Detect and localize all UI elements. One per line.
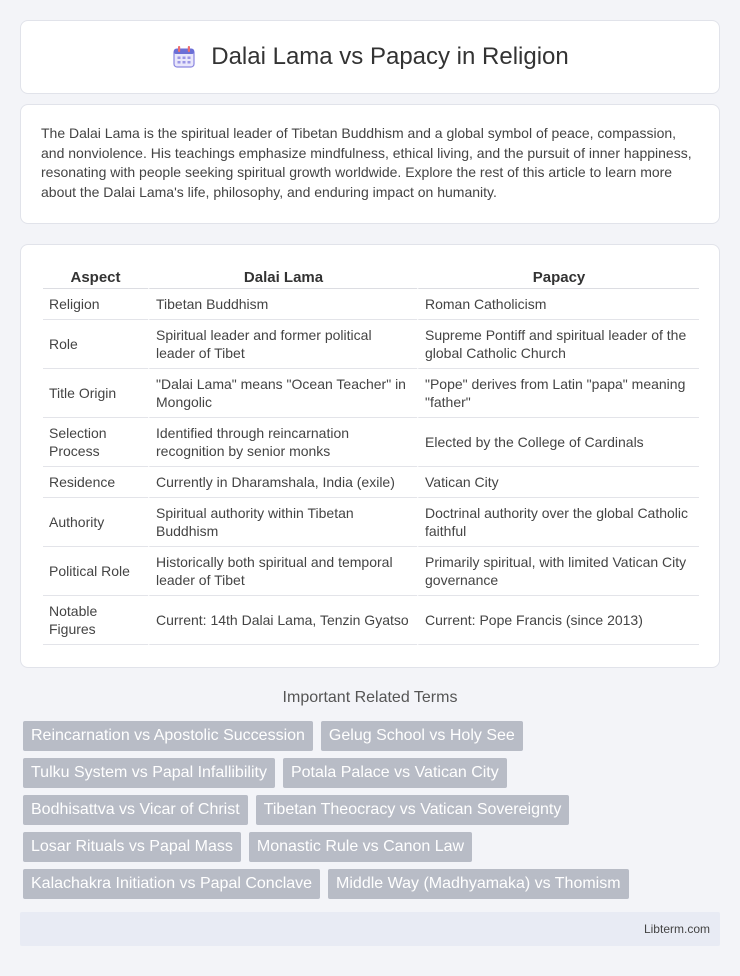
cell-papacy: Doctrinal authority over the global Catholic faithful [417,498,699,547]
cell-dalai-lama: Currently in Dharamshala, India (exile) [148,467,417,498]
cell-papacy: Primarily spiritual, with limited Vatican City governance [417,547,699,596]
table-row [43,498,699,547]
term-row [23,832,723,862]
term-row [23,758,723,788]
term-tag[interactable]: Losar Rituals vs Papal Mass [23,832,241,862]
cell-dalai-lama: Current: 14th Dalai Lama, Tenzin Gyatso [148,596,417,645]
term-row [23,721,723,751]
cell-aspect: Title Origin [43,369,148,418]
term-row [23,795,723,825]
calendar-icon [171,44,197,70]
cell-aspect: Notable Figures [43,596,148,645]
term-tag[interactable]: Middle Way (Madhyamaka) vs Thomism [328,869,629,899]
page-title: Dalai Lama vs Papacy in Religion [211,43,569,70]
cell-dalai-lama: Tibetan Buddhism [148,289,417,320]
table-row [43,369,699,418]
cell-papacy: Current: Pope Francis (since 2013) [417,596,699,645]
header-card [20,20,720,94]
cell-dalai-lama: "Dalai Lama" means "Ocean Teacher" in Mongolic [148,369,417,418]
cell-dalai-lama: Spiritual authority within Tibetan Buddhism [148,498,417,547]
cell-papacy: Vatican City [417,467,699,498]
cell-papacy: "Pope" derives from Latin "papa" meaning "father" [417,369,699,418]
intro-card [20,104,720,224]
header-aspect: Aspect [43,266,148,289]
cell-aspect: Authority [43,498,148,547]
table-row [43,289,699,320]
table-header-row [43,266,699,289]
cell-papacy: Roman Catholicism [417,289,699,320]
header-papacy: Papacy [417,266,699,289]
cell-aspect: Residence [43,467,148,498]
table-row [43,320,699,369]
related-terms [23,721,723,906]
table-row [43,418,699,467]
header-dalai-lama: Dalai Lama [148,266,417,289]
term-tag[interactable]: Monastic Rule vs Canon Law [249,832,472,862]
term-tag[interactable]: Tibetan Theocracy vs Vatican Sovereignty [256,795,570,825]
term-tag[interactable]: Tulku System vs Papal Infallibility [23,758,275,788]
footer [20,912,720,946]
cell-aspect: Religion [43,289,148,320]
term-tag[interactable]: Kalachakra Initiation vs Papal Conclave [23,869,320,899]
cell-aspect: Role [43,320,148,369]
cell-dalai-lama: Historically both spiritual and temporal leader of Tibet [148,547,417,596]
term-tag[interactable]: Bodhisattva vs Vicar of Christ [23,795,248,825]
term-tag[interactable]: Potala Palace vs Vatican City [283,758,507,788]
cell-aspect: Selection Process [43,418,148,467]
comparison-table [43,266,699,645]
cell-papacy: Elected by the College of Cardinals [417,418,699,467]
cell-dalai-lama: Identified through reincarnation recognition by senior monks [148,418,417,467]
intro-text: The Dalai Lama is the spiritual leader of Tibetan Buddhism and a global symbol of peace, compassion, and nonviolence. His teachings emphasize mindfulness, ethical living, and the pursuit of inner happiness, resonating with people seeking spiritual growth worldwide. Explore the rest of this article to learn more about the Dalai Lama's life, philosophy, and enduring impact on humanity. [41,125,692,200]
table-row [43,467,699,498]
cell-dalai-lama: Spiritual leader and former political leader of Tibet [148,320,417,369]
term-row [23,869,723,899]
footer-site-link[interactable]: Libterm.com [643,922,710,936]
term-tag[interactable]: Gelug School vs Holy See [321,721,523,751]
related-terms-heading: Important Related Terms [282,689,458,706]
table-row [43,547,699,596]
cell-aspect: Political Role [43,547,148,596]
title-wrap [171,43,569,71]
table-row [43,596,699,645]
cell-papacy: Supreme Pontiff and spiritual leader of the global Catholic Church [417,320,699,369]
term-tag[interactable]: Reincarnation vs Apostolic Succession [23,721,313,751]
comparison-card [20,244,720,668]
